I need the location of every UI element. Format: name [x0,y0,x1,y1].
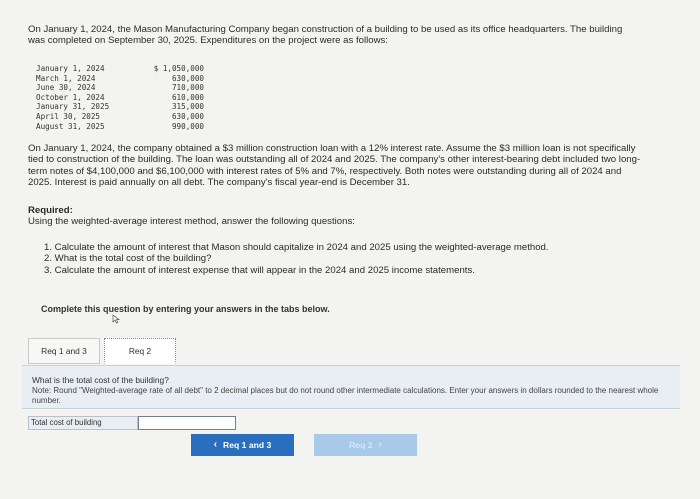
expenditure-amount: 315,000 [171,102,204,112]
expenditure-date: June 30, 2024 [36,83,96,93]
question-item: 1. Calculate the amount of interest that Mason should capitalize in 2024 and 2025 using the weighted-average method. [44,242,549,253]
expenditure-date: October 1, 2024 [36,92,105,102]
required-heading: Required: [28,205,73,216]
loan-text: On January 1, 2024, the company obtained a $3 million construction loan with a 12% interest rate. Assume the $3 million loan is not specifically tied to construction of the building. The loan was outstanding all of 2024 and 2025. The company's other interest-bearing debt included two long-term notes of $4,100,000 and $6,100,000 with interest rates of 5% and 7%, respectively. Both notes were outstanding during all of 2024 and 2025. Interest is paid annually on all debt. The company's fiscal year-end is December 31. [28,143,641,189]
chevron-left-icon: ‹ [213,439,218,450]
complete-prompt: Complete this question by entering your answers in the tabs below. [41,304,330,314]
question-item: 3. Calculate the amount of interest expense that will appear in the 2024 and 2025 income statements. [44,264,475,276]
expenditure-amounts [148,64,204,131]
expenditure-date: March 1, 2024 [36,73,96,83]
panel-note: Note: Round "Weighted-average rate of all debt" to 2 decimal places but do not round other intermediate calculations. Enter your answers in dollars rounded to the nearest whole number. [32,386,659,405]
mouse-cursor-icon [112,314,122,324]
tab-req-2[interactable]: Req 2 [104,338,176,364]
expenditure-amount: $ 1,050,000 [153,64,204,73]
intro-text: On January 1, 2024, the Mason Manufacturing Company began construction of a building to be used as its office headquarters. The building was completed on September 30, 2025. Expenditures on the project were as follows: [28,24,623,47]
chevron-right-icon: › [378,439,382,450]
total-cost-label: Total cost of building [28,416,138,430]
expenditure-date: January 31, 2025 [36,102,110,112]
next-req-button[interactable] [314,434,417,456]
total-cost-input[interactable] [138,416,236,430]
expenditure-dates [36,64,109,131]
question-panel [22,365,680,409]
expenditure-amount: 610,000 [171,92,204,102]
question-list [44,242,549,276]
tab-req-1-and-3[interactable]: Req 1 and 3 [28,338,100,364]
prev-req-button[interactable] [191,434,294,456]
expenditure-amount: 990,000 [171,121,204,131]
expenditure-date: August 31, 2025 [36,121,105,131]
panel-question: What is the total cost of the building? [32,375,169,385]
expenditure-amount: 630,000 [171,73,204,83]
expenditure-date: April 30, 2025 [36,111,101,121]
expenditure-amount: 630,000 [171,111,204,121]
next-req-label: Req 2 [349,440,373,450]
question-item: 2. What is the total cost of the building? [44,253,212,265]
expenditure-date: January 1, 2024 [36,64,105,73]
expenditure-amount: 710,000 [171,83,204,93]
prev-req-label: Req 1 and 3 [223,440,272,450]
required-intro: Using the weighted-average interest method, answer the following questions: [28,216,355,227]
